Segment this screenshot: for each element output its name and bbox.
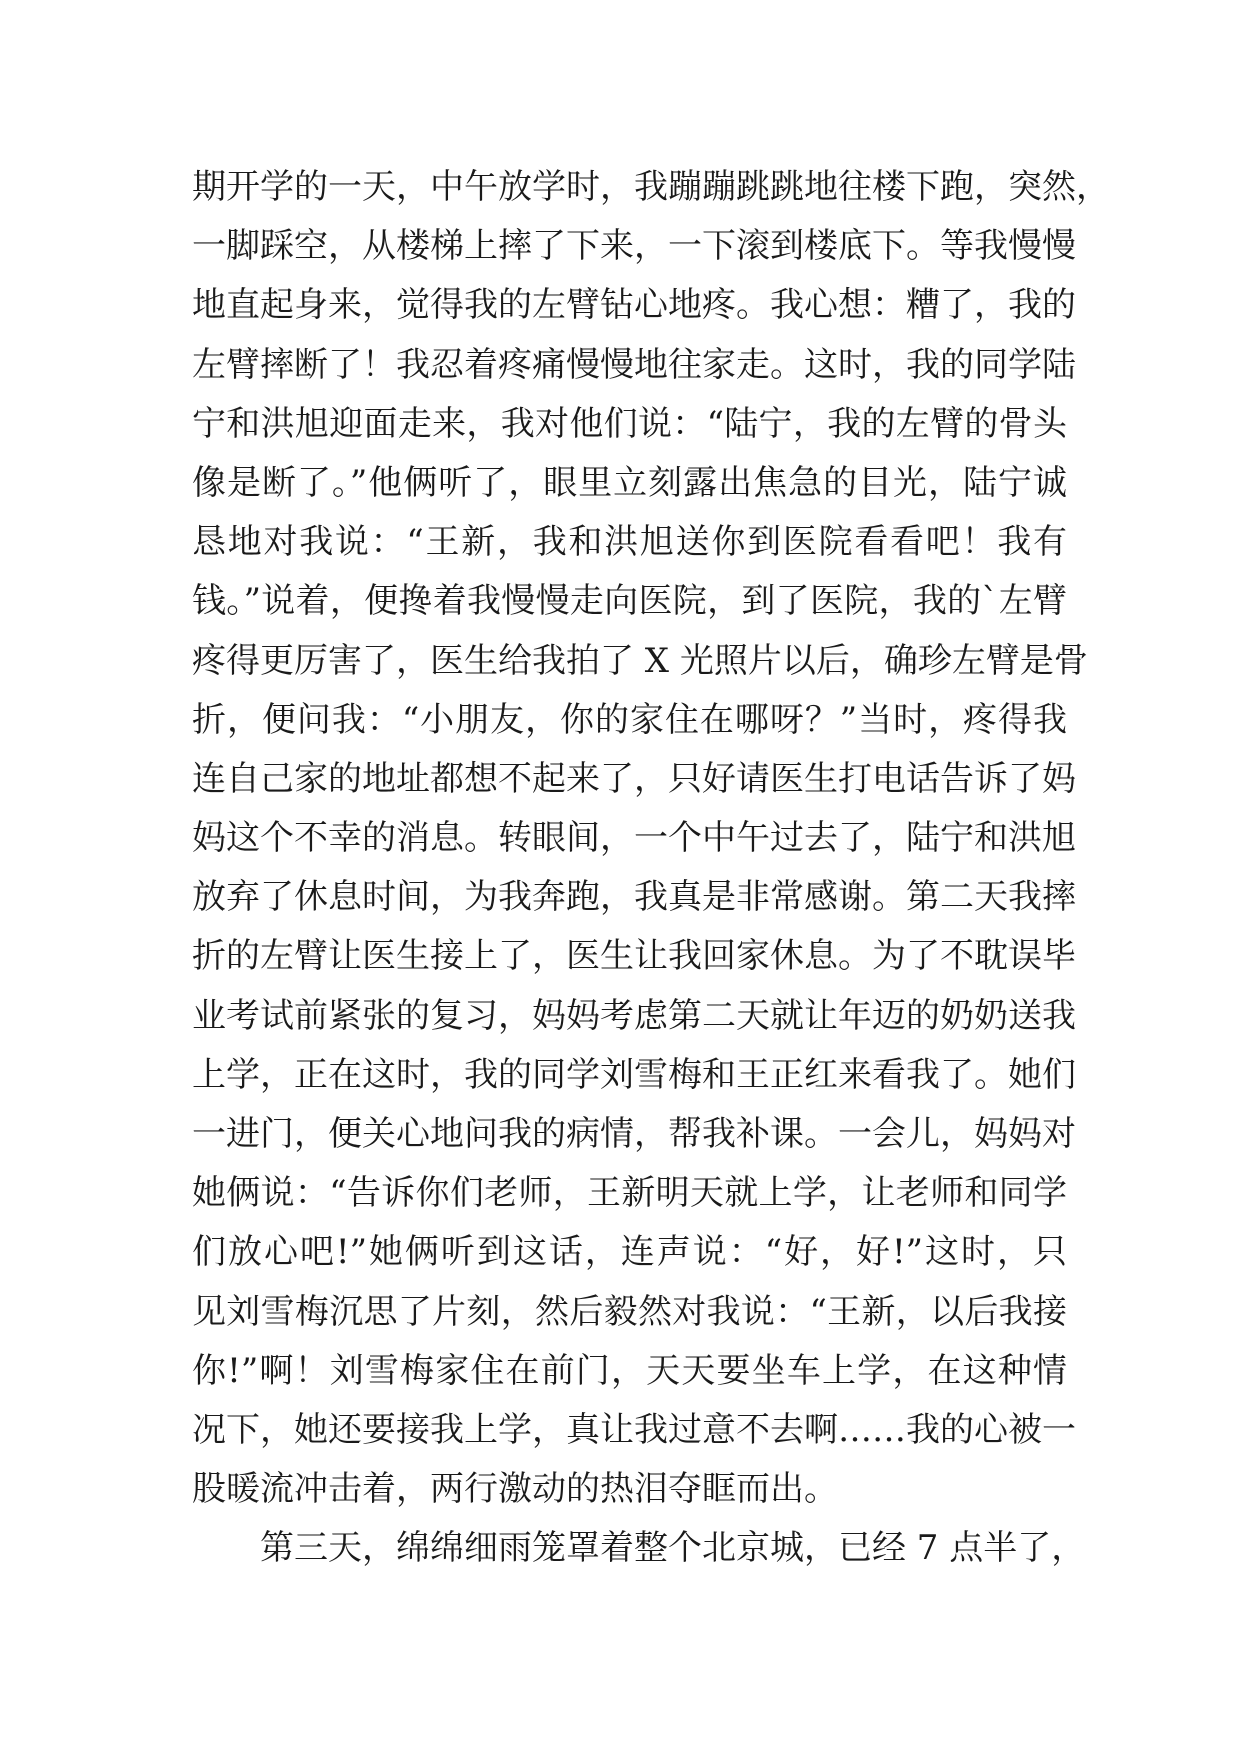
text-line: 你!”啊！刘雪梅家住在前门，天天要坐车上学，在这种情 [192, 1350, 1067, 1391]
text-line: 业考试前紧张的复习，妈妈考虑第二天就让年迈的奶奶送我 [192, 995, 1076, 1036]
body-text [192, 158, 1110, 1579]
text-line: 连自己家的地址都想不起来了，只好请医生打电话告诉了妈 [192, 758, 1076, 799]
paragraph-start-line: 第三天，绵绵细雨笼罩着整个北京城，已经 7 点半了， [260, 1528, 1086, 1569]
text-line: 一进门，便关心地问我的病情，帮我补课。一会儿，妈妈对 [192, 1114, 1076, 1154]
paragraph-end-line: 股暖流冲击着，两行激动的热泪夺眶而出。 [192, 1469, 838, 1510]
text-line: 们放心吧!”她俩听到这话，连声说：“好，好!”这时，只 [192, 1232, 1067, 1273]
text-line: 妈这个不幸的消息。转眼间，一个中午过去了，陆宁和洪旭 [192, 818, 1076, 859]
text-line: 放弃了休息时间，为我奔跑，我真是非常感谢。第二天我摔 [192, 877, 1076, 918]
text-line: 折，便问我：“小朋友，你的家住在哪呀？”当时，疼得我 [192, 699, 1067, 740]
text-line: 见刘雪梅沉思了片刻，然后毅然对我说：“王新，以后我接 [192, 1291, 1067, 1332]
text-line: 她俩说：“告诉你们老师，王新明天就上学，让老师和同学 [192, 1173, 1067, 1214]
text-line: 上学，正在这时，我的同学刘雪梅和王正红来看我了。她们 [192, 1054, 1076, 1095]
text-line: 恳地对我说：“王新，我和洪旭送你到医院看看吧！我有 [192, 522, 1067, 563]
text-line: 宁和洪旭迎面走来，我对他们说：“陆宁，我的左臂的骨头 [192, 403, 1067, 444]
text-line: 地直起身来，觉得我的左臂钻心地疼。我心想：糟了，我的 [192, 285, 1076, 326]
text-line: 疼得更厉害了，医生给我拍了 X 光照片以后，确珍左臂是骨 [192, 640, 1088, 681]
text-line: 一脚踩空，从楼梯上摔了下来，一下滚到楼底下。等我慢慢 [192, 226, 1076, 267]
text-line: 左臂摔断了！我忍着疼痛慢慢地往家走。这时，我的同学陆 [192, 344, 1076, 385]
text-line: 像是断了。”他俩听了，眼里立刻露出焦急的目光，陆宁诚 [192, 462, 1067, 503]
text-line: 期开学的一天，中午放学时，我蹦蹦跳跳地往楼下跑，突然， [192, 167, 1110, 207]
text-line: 折的左臂让医生接上了，医生让我回家休息。为了不耽误毕 [192, 936, 1076, 977]
text-line: 钱。”说着，便搀着我慢慢走向医院，到了医院，我的`左臂 [192, 581, 1067, 622]
text-line: 况下，她还要接我上学，真让我过意不去啊……我的心被一 [192, 1409, 1076, 1450]
